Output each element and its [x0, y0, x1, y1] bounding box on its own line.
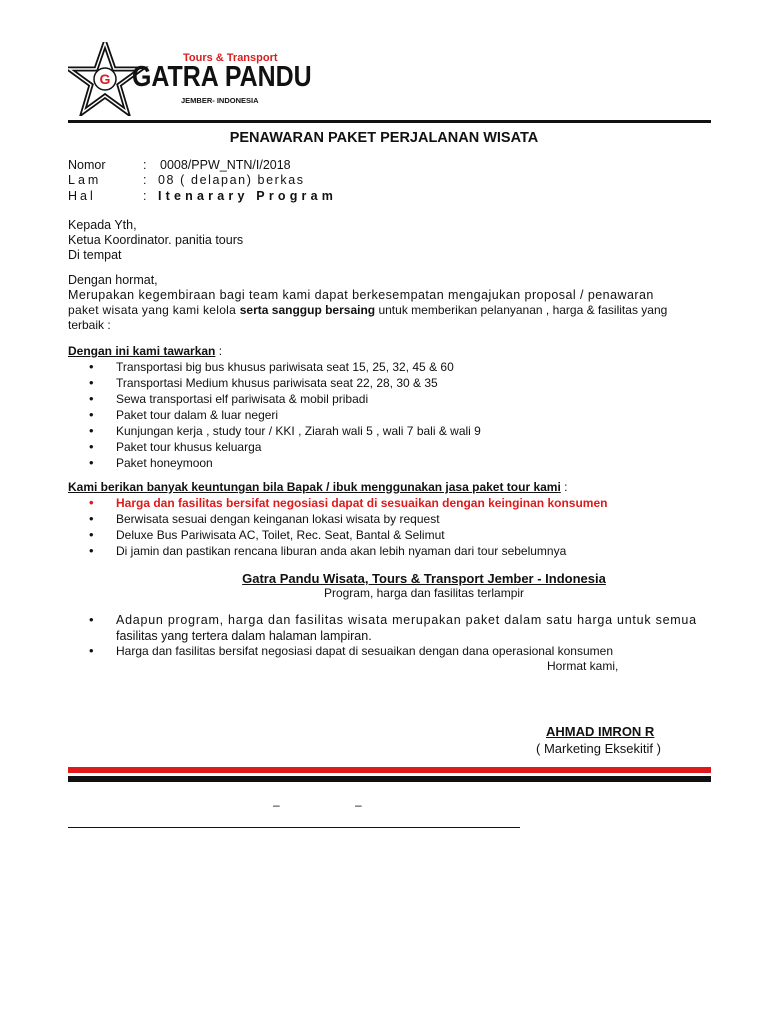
- opening-paragraph-line1: Merupakan kegembiraan bagi team kami dapat berkesempatan mengajukan proposal / penawaran: [68, 288, 654, 302]
- footer-red-bar: [68, 767, 711, 773]
- footer-black-bar: [68, 776, 711, 782]
- meta-value-lampiran: 08 ( delapan) berkas: [158, 173, 305, 187]
- list-item: • Transportasi big bus khusus pariwisata seat 15, 25, 32, 45 & 60: [68, 359, 481, 375]
- company-title: Gatra Pandu Wisata, Tours & Transport Jember - Indonesia: [242, 571, 606, 586]
- footer-line: [68, 827, 520, 828]
- offers-list: [68, 359, 481, 471]
- header-divider: [68, 120, 711, 123]
- meta-value-hal: Itenarary Program: [158, 189, 338, 203]
- list-item: • Transportasi Medium khusus pariwisata seat 22, 28, 30 & 35: [68, 375, 481, 391]
- greeting: Dengan hormat,: [68, 273, 158, 287]
- meta-colon: :: [143, 189, 147, 203]
- brand-location: JEMBER- INDONESIA: [181, 96, 259, 105]
- company-subtitle: Program, harga dan fasilitas terlampir: [323, 586, 525, 600]
- logo-letter: G: [99, 71, 111, 87]
- meta-colon: :: [143, 173, 147, 187]
- list-item: • Adapun program, harga dan fasilitas wisata merupakan paket dalam satu harga untuk semua: [68, 612, 697, 628]
- opening-paragraph-line3: terbaik :: [68, 318, 111, 332]
- list-item: • Kunjungan kerja , study tour / KKI , Ziarah wali 5 , wali 7 bali & wali 9: [68, 423, 481, 439]
- benefits-heading: Kami berikan banyak keuntungan bila Bapak / ibuk menggunakan jasa paket tour kami :: [68, 480, 568, 494]
- document-title: PENAWARAN PAKET PERJALANAN WISATA: [229, 130, 539, 146]
- meta-label-hal: Hal: [68, 189, 96, 203]
- list-item: • Harga dan fasilitas bersifat negosiasi dapat di sesuaikan dengan dana operasional konsumen: [68, 643, 613, 659]
- opening-paragraph-line2: paket wisata yang kami kelola serta sanggup bersaing untuk memberikan pelanyanan , harga & fasilitas yang: [68, 303, 668, 317]
- offers-heading: Dengan ini kami tawarkan :: [68, 344, 223, 358]
- benefits-list: [68, 495, 607, 559]
- list-item-continuation: fasilitas yang tertera dalam halaman lampiran.: [116, 629, 372, 643]
- notes-list-2: [68, 643, 613, 659]
- recipient-location: Di tempat: [68, 248, 122, 262]
- list-item: • Di jamin dan pastikan rencana liburan anda akan lebih nyaman dari tour sebelumnya: [68, 543, 607, 559]
- benefit-highlight: • Harga dan fasilitas bersifat negosiasi dapat di sesuaikan dengan keinginan konsumen: [68, 495, 607, 511]
- meta-label-nomor: Nomor: [68, 158, 106, 172]
- recipient-salutation: Kepada Yth,: [68, 218, 137, 232]
- list-item: • Paket honeymoon: [68, 455, 481, 471]
- list-item: • Paket tour dalam & luar negeri: [68, 407, 481, 423]
- footer-dash: –: [273, 798, 280, 812]
- list-item: • Deluxe Bus Pariwisata AC, Toilet, Rec. Seat, Bantal & Selimut: [68, 527, 607, 543]
- signatory-name: AHMAD IMRON R: [546, 724, 655, 739]
- recipient-name: Ketua Koordinator. panitia tours: [68, 233, 244, 247]
- footer-dash: –: [355, 798, 362, 812]
- brand-name: GATRA PANDU: [132, 61, 312, 93]
- meta-colon: :: [143, 158, 147, 172]
- closing: Hormat kami,: [547, 659, 619, 673]
- list-item: • Sewa transportasi elf pariwisata & mobil pribadi: [68, 391, 481, 407]
- brand-tagline: Tours & Transport: [183, 52, 278, 64]
- meta-label-lampiran: Lam: [68, 173, 102, 187]
- meta-value-nomor: 0008/PPW_NTN/I/2018: [160, 158, 291, 172]
- notes-list: [68, 612, 697, 644]
- signatory-position: ( Marketing Eksekitif ): [536, 741, 661, 756]
- list-item: • Paket tour khusus keluarga: [68, 439, 481, 455]
- list-item: • Berwisata sesuai dengan keinganan lokasi wisata by request: [68, 511, 607, 527]
